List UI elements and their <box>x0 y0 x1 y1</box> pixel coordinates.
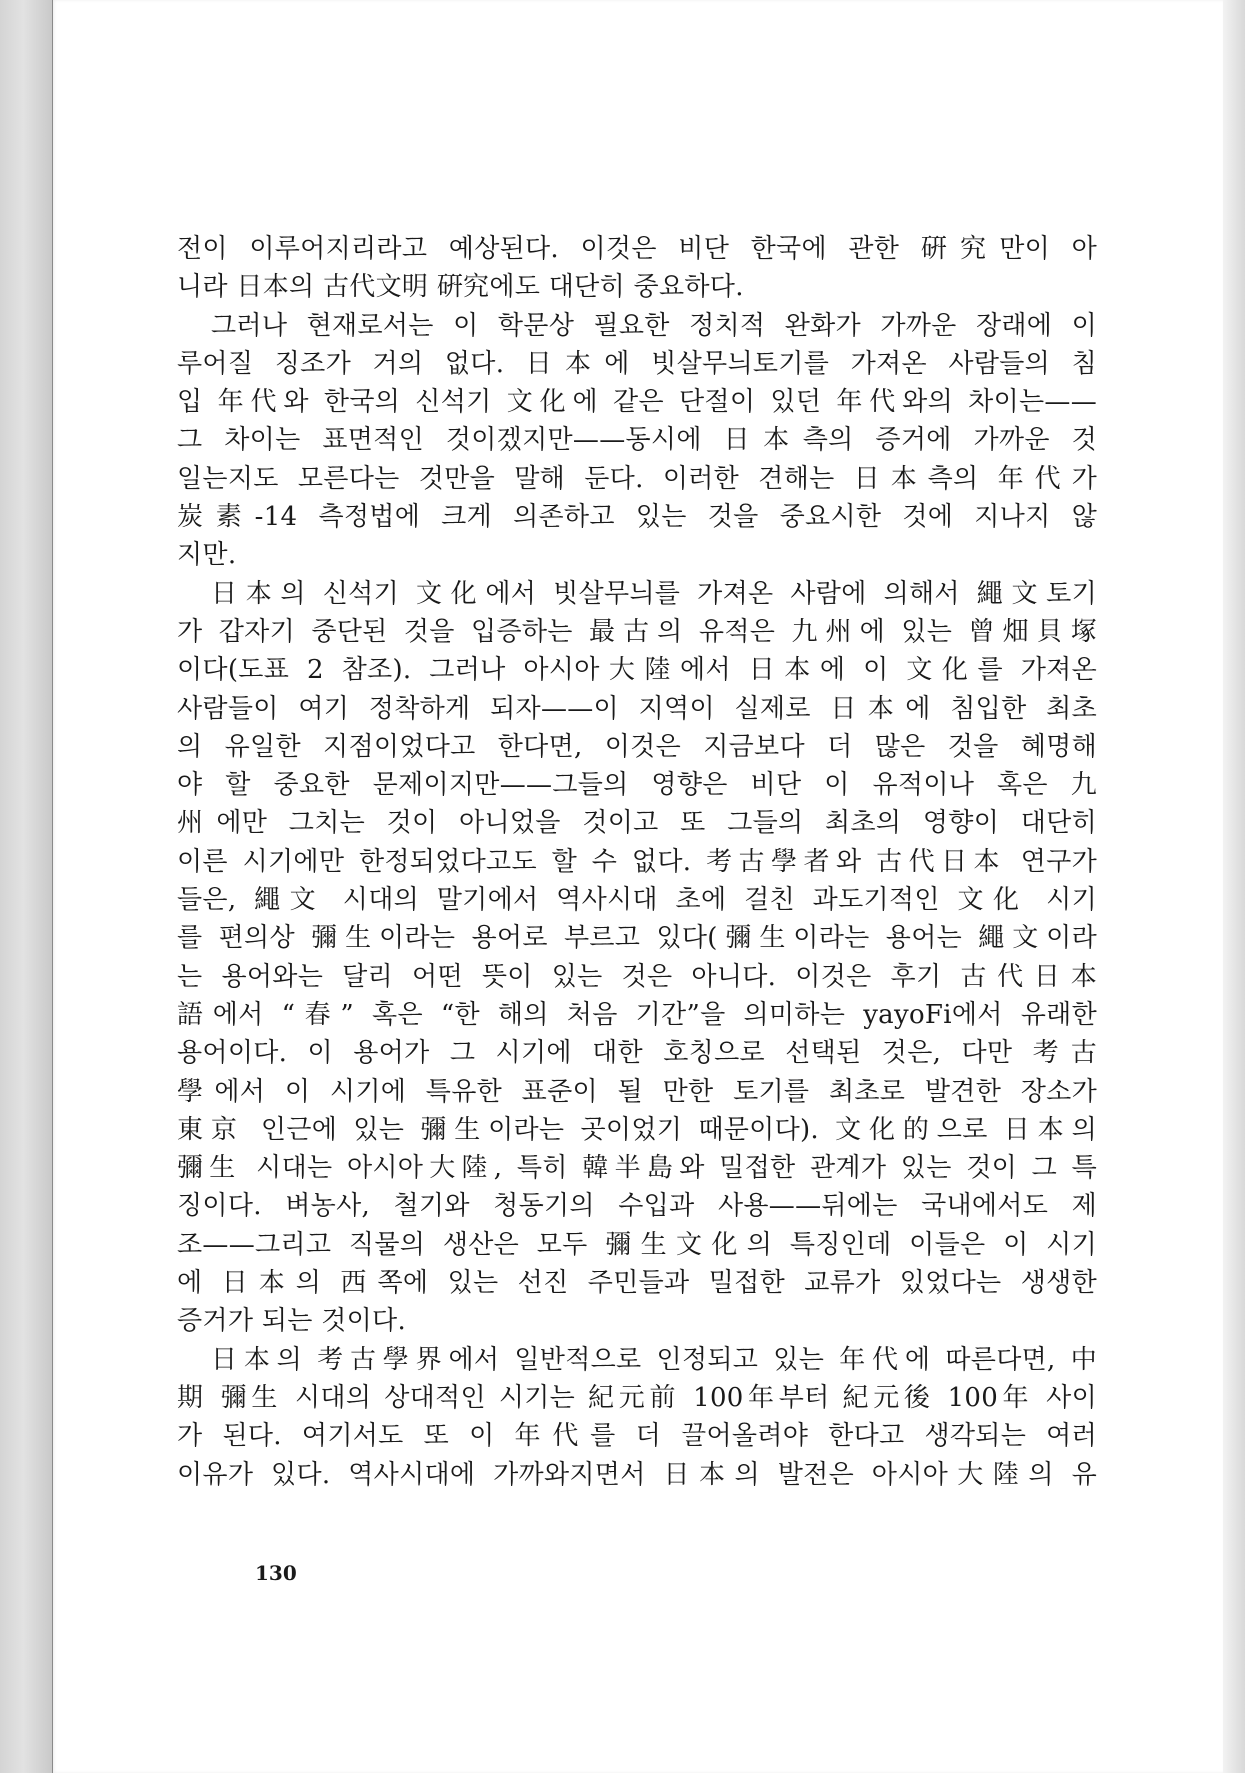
text-line: 州에만 그치는 것이 아니었을 것이고 또 그들의 최초의 영향이 대단히 <box>177 808 1097 839</box>
text-line: 이른 시기에만 한정되었다고도 할 수 없다. 考古學者와 古代日本 연구가 <box>177 846 1097 877</box>
text-line: 그러나 현재로서는 이 학문상 필요한 정치적 완화가 가까운 장래에 이 <box>211 310 1097 341</box>
text-line: 들은, 繩文 시대의 말기에서 역사시대 초에 걸친 과도기적인 文化 시기 <box>177 885 1097 916</box>
text-line: 전이 이루어지리라고 예상된다. 이것은 비단 한국에 관한 硏究만이 아 <box>177 234 1097 264</box>
text-line: 期 彌生 시대의 상대적인 시기는 紀元前 100年부터 紀元後 100年 사이 <box>177 1382 1097 1413</box>
text-line: 의 유일한 지점이었다고 한다면, 이것은 지금보다 더 많은 것을 혜명해 <box>177 731 1097 762</box>
text-line: 日本의 考古學界에서 일반적으로 인정되고 있는 年代에 따른다면, 中 <box>211 1344 1097 1375</box>
body-text <box>177 230 1097 1494</box>
text-line: 그 차이는 표면적인 것이겠지만——동시에 日本측의 증거에 가까운 것 <box>177 425 1097 456</box>
text-line: 를 편의상 彌生이라는 용어로 부르고 있다(彌生이라는 용어는 繩文이라 <box>177 923 1097 954</box>
text-line: 루어질 징조가 거의 없다. 日本에 빗살무늬토기를 가져온 사람들의 침 <box>177 348 1097 379</box>
text-line: 炭素-14 측정법에 크게 의존하고 있는 것을 중요시한 것에 지나지 않 <box>177 502 1097 533</box>
text-line: 가 된다. 여기서도 또 이 年代를 더 끌어올려야 한다고 생각되는 여러 <box>177 1421 1097 1452</box>
text-line: 가 갑자기 중단된 것을 입증하는 最古의 유적은 九州에 있는 曾畑貝塚 <box>177 616 1097 647</box>
page-border-line <box>52 0 53 1773</box>
page-number: 130 <box>255 1561 297 1585</box>
text-line: 日本의 신석기 文化에서 빗살무늬를 가져온 사람에 의해서 繩文토기 <box>211 578 1097 609</box>
text-line: 사람들이 여기 정착하게 되자——이 지역이 실제로 日本에 침입한 최초 <box>177 693 1097 724</box>
page-right-edge <box>1223 0 1245 1773</box>
text-line: 징이다. 벼농사, 철기와 청동기의 수입과 사용——뒤에는 국내에서도 제 <box>177 1191 1097 1222</box>
text-line: 東京 인근에 있는 彌生이라는 곳이었기 때문이다). 文化的으로 日本의 <box>177 1114 1097 1145</box>
text-line: 일는지도 모른다는 것만을 말해 둔다. 이러한 견해는 日本측의 年代가 <box>177 463 1097 494</box>
text-line: 이유가 있다. 역사시대에 가까와지면서 日本의 발전은 아시아大陸의 유 <box>177 1459 1097 1490</box>
text-line: 에 日本의 西쪽에 있는 선진 주민들과 밀접한 교류가 있었다는 생생한 <box>177 1268 1097 1299</box>
text-line: 는 용어와는 달리 어떤 뜻이 있는 것은 아니다. 이것은 후기 古代日本 <box>177 961 1097 992</box>
text-line: 이다(도표 2 참조). 그러나 아시아大陸에서 日本에 이 文化를 가져온 <box>177 655 1097 686</box>
text-line: 입 年代와 한국의 신석기 文化에 같은 단절이 있던 年代와의 차이는—— <box>177 387 1097 418</box>
text-line: 語에서 “春” 혹은 “한 해의 처음 기간”을 의미하는 yayoFi에서 유래한 <box>177 999 1097 1030</box>
text-line: 야 할 중요한 문제이지만——그들의 영향은 비단 이 유적이나 혹은 九 <box>177 770 1097 801</box>
text-line: 조——그리고 직물의 생산은 모두 彌生文化의 특징인데 이들은 이 시기 <box>177 1229 1097 1260</box>
text-line: 지만. <box>177 540 237 571</box>
text-line: 彌生 시대는 아시아大陸, 특히 韓半島와 밀접한 관계가 있는 것이 그 특 <box>177 1153 1097 1184</box>
book-spine-edge <box>0 0 52 1773</box>
text-line: 니라 日本의 古代文明 硏究에도 대단히 중요하다. <box>177 272 744 303</box>
text-line: 용어이다. 이 용어가 그 시기에 대한 호칭으로 선택된 것은, 다만 考古 <box>177 1038 1097 1069</box>
text-line: 學에서 이 시기에 특유한 표준이 될 만한 토기를 최초로 발견한 장소가 <box>177 1076 1097 1107</box>
text-line: 증거가 되는 것이다. <box>177 1306 407 1337</box>
